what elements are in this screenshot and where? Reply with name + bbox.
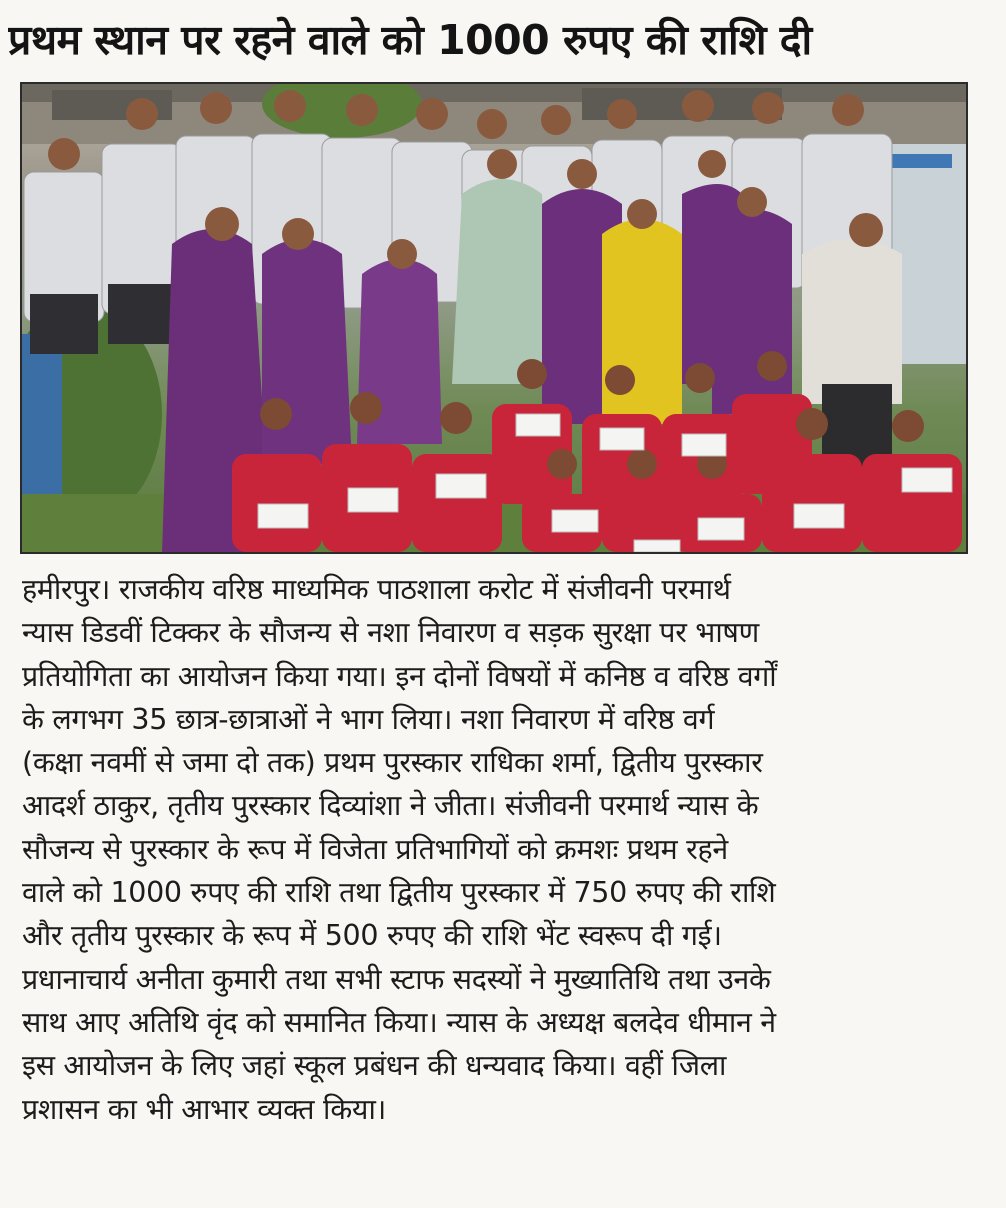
article-line: के लगभग 35 छात्र-छात्राओं ने भाग लिया। नशा निवारण में वरिष्ठ वर्ग: [22, 702, 715, 736]
article-line: आदर्श ठाकुर, तृतीय पुरस्कार दिव्यांशा ने जीता। संजीवनी परमार्थ न्यास के: [22, 789, 759, 823]
article-line: प्रशासन का भी आभार व्यक्त किया।: [22, 1092, 387, 1126]
article-line: और तृतीय पुरस्कार के रूप में 500 रुपए की राशि भेंट स्वरूप दी गई।: [22, 919, 722, 953]
headline: प्रथम स्थान पर रहने वाले को 1000 रुपए की राशि दी: [8, 16, 812, 64]
article-line: हमीरपुर। राजकीय वरिष्ठ माध्यमिक पाठशाला करोट में संजीवनी परमार्थ: [22, 573, 731, 606]
article-line: प्रतियोगिता का आयोजन किया गया। इन दोनों विषयों में कनिष्ठ व वरिष्ठ वर्गों: [22, 659, 777, 693]
article-line: वाले को 1000 रुपए की राशि तथा द्वितीय पुरस्कार में 750 रुपए की राशि: [22, 876, 776, 910]
article-line: साथ आए अतिथि वृंद को समानित किया। न्यास के अध्यक्ष बलदेव धीमान ने: [22, 1005, 776, 1039]
article-line: (कक्षा नवमीं से जमा दो तक) प्रथम पुरस्कार राधिका शर्मा, द्वितीय पुरस्कार: [22, 746, 763, 780]
article-body: [22, 568, 972, 1131]
article-line: प्रधानाचार्य अनीता कुमारी तथा सभी स्टाफ सदस्यों ने मुख्यातिथि तथा उनके: [22, 962, 771, 996]
article-line: सौजन्य से पुरस्कार के रूप में विजेता प्रतिभागियों को क्रमशः प्रथम रहने: [22, 832, 728, 866]
group-photo: [20, 82, 968, 554]
photo-illustration: [22, 84, 966, 552]
article-line: न्यास डिडवीं टिक्कर के सौजन्य से नशा निवारण व सड़क सुरक्षा पर भाषण: [22, 616, 759, 650]
article-line: इस आयोजन के लिए जहां स्कूल प्रबंधन की धन्यवाद किया। वहीं जिला: [22, 1049, 727, 1083]
